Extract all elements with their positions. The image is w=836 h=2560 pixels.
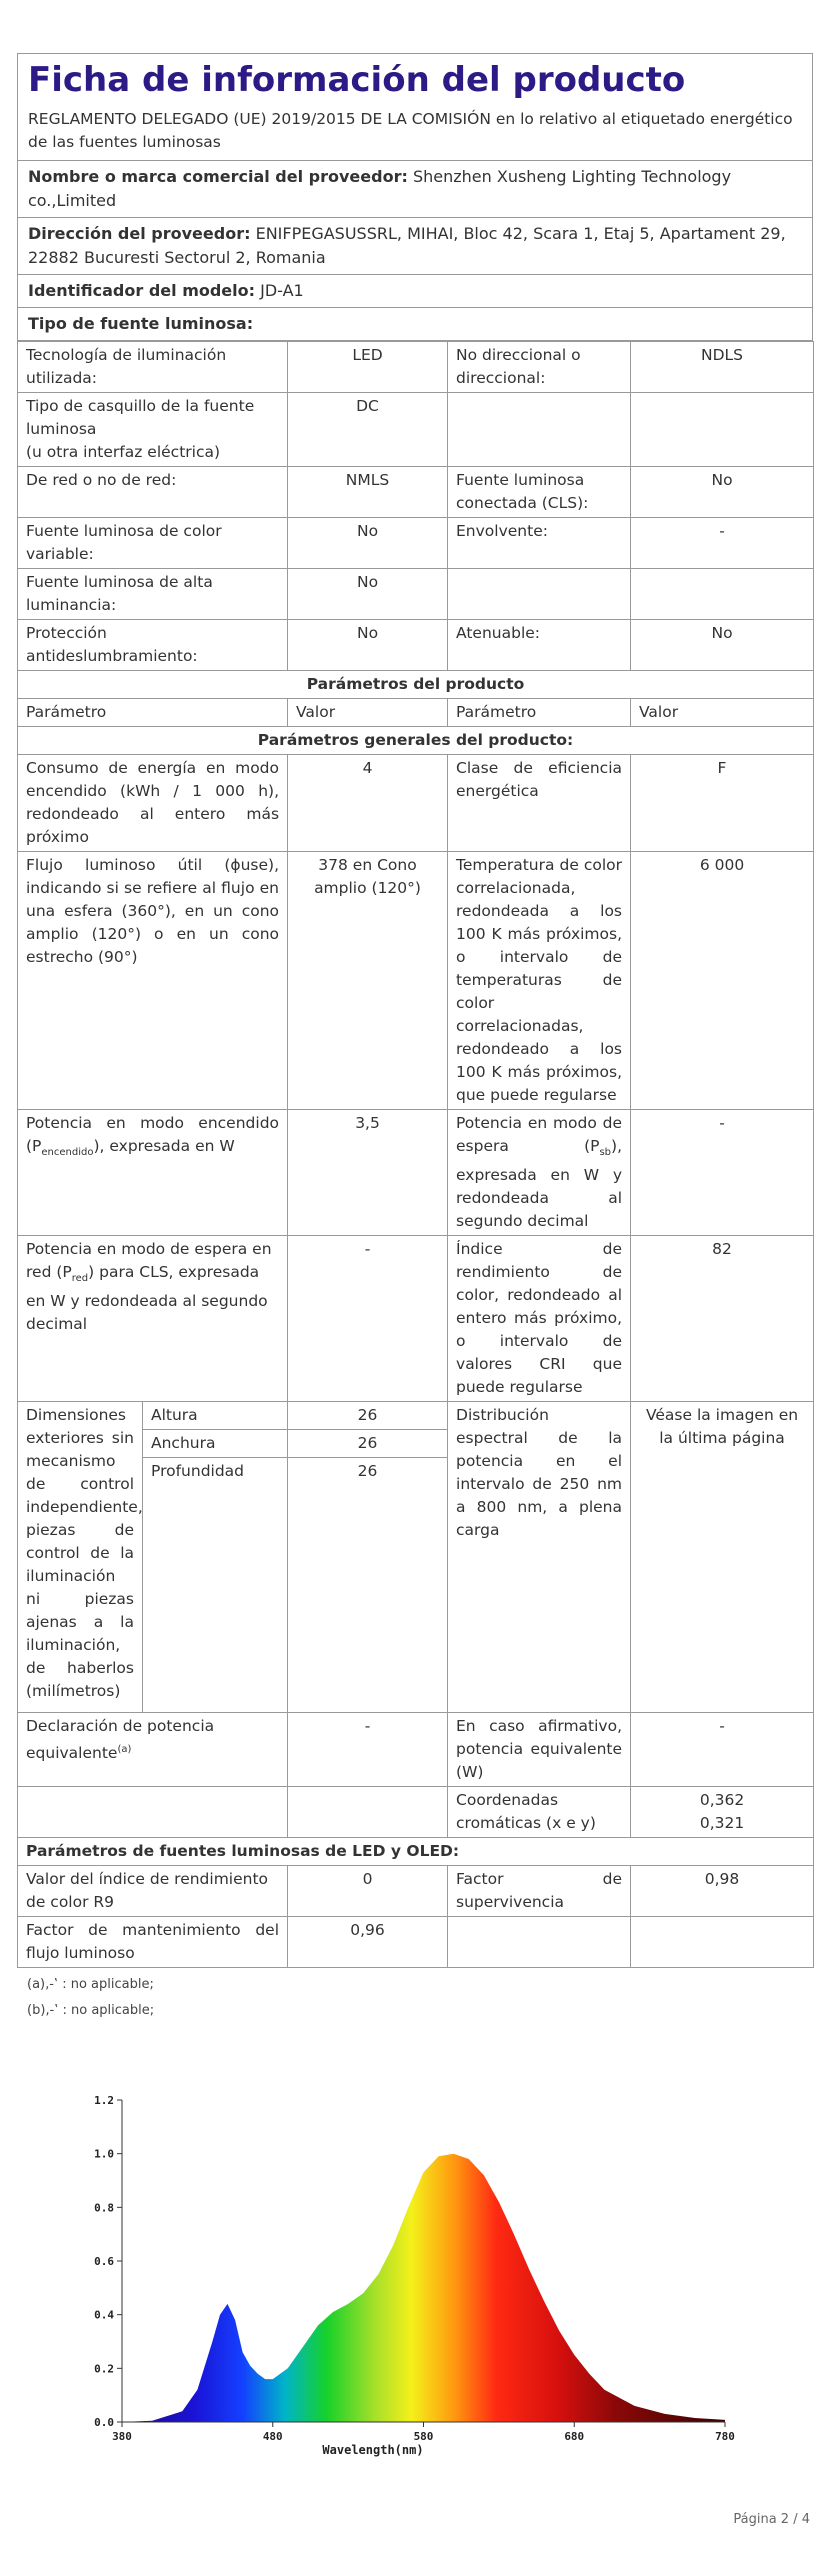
cri-value: 82 xyxy=(631,1236,814,1402)
r9-label: Valor del índice de rendimiento de color R9 xyxy=(18,1866,288,1917)
spd-value: Véase la imagen en la última página xyxy=(631,1402,814,1713)
network-standby-label xyxy=(18,1236,288,1402)
column-header: Valor xyxy=(288,699,448,727)
type-label: Protección antideslumbramiento: xyxy=(18,620,288,671)
type-value: - xyxy=(631,518,814,569)
type-label: Fuente luminosa conectada (CLS): xyxy=(448,467,631,518)
cri-label: Índice de rendimiento de color, redondeado al entero más próximo, o intervalo de valores CRI que puede regularse xyxy=(448,1236,631,1402)
type-label: Tecnología de iluminación utilizada: xyxy=(18,342,288,393)
model-identifier: JD-A1 xyxy=(260,281,304,300)
type-label: Envolvente: xyxy=(448,518,631,569)
general-params-header xyxy=(18,727,814,755)
chromaticity-value xyxy=(631,1787,814,1838)
type-value: No xyxy=(631,620,814,671)
type-value: NDLS xyxy=(631,342,814,393)
maintenance-label: Factor de mantenimiento del flujo luminoso xyxy=(18,1917,288,1968)
light-type-row xyxy=(17,308,813,341)
dims-row-height xyxy=(18,1402,814,1430)
plot-area xyxy=(94,2094,735,2443)
equivalent-power-w-label: En caso afirmativo, potencia equivalente (W) xyxy=(448,1713,631,1787)
type-value: DC xyxy=(288,393,448,467)
product-params-header xyxy=(18,671,814,699)
type-label xyxy=(448,569,631,620)
model-row xyxy=(17,275,813,308)
title-box xyxy=(17,53,813,161)
section-title: Parámetros de fuentes luminosas de LED y OLED: xyxy=(18,1838,814,1866)
eff-class-value: F xyxy=(631,755,814,852)
power-on-label-b: ), expresada en W xyxy=(93,1137,235,1155)
r9-row xyxy=(18,1866,814,1917)
x-tick-label: 680 xyxy=(564,2430,585,2443)
y-tick-label: 0.0 xyxy=(94,2416,114,2429)
y-tick-label: 0.6 xyxy=(94,2255,114,2268)
empty-cell xyxy=(288,1787,448,1838)
regulation-text: REGLAMENTO DELEGADO (UE) 2019/2015 DE LA COMISIÓN en lo relativo al etiquetado energético de las fuentes luminosas xyxy=(28,110,793,151)
y-tick-label: 1.0 xyxy=(94,2147,114,2161)
standby-sub: sb xyxy=(599,1147,612,1159)
type-row-colour xyxy=(18,518,814,569)
type-value: No xyxy=(288,518,448,569)
type-value xyxy=(631,569,814,620)
y-tick-label: 1.2 xyxy=(94,2094,114,2107)
type-label: Atenuable: xyxy=(448,620,631,671)
survival-value: 0,98 xyxy=(631,1866,814,1917)
type-label: De red o no de red: xyxy=(18,467,288,518)
equivalent-power-label xyxy=(18,1713,288,1787)
type-label: Fuente luminosa de color variable: xyxy=(18,518,288,569)
empty-cell xyxy=(631,1917,814,1968)
led-section-header xyxy=(18,1838,814,1866)
type-value: LED xyxy=(288,342,448,393)
chromaticity-y: 0,321 xyxy=(699,1814,745,1833)
standby-label-b: ), expresada en W y redondeada al segundo decimal xyxy=(456,1137,623,1231)
section-title: Parámetros generales del producto: xyxy=(18,727,814,755)
supplier-address: ENIFPEGASUSSRL, MIHAI, Bloc 42, Scara 1, Etaj 5, Apartament 29, 22882 Bucuresti Sectorul 2, Romania xyxy=(28,224,786,267)
standby-label-a: Potencia en modo de espera (P xyxy=(456,1114,623,1155)
eff-class-label: Clase de eficiencia energética xyxy=(448,755,631,852)
x-tick-label: 380 xyxy=(112,2430,132,2443)
maintenance-row xyxy=(18,1917,814,1968)
column-header: Parámetro xyxy=(18,699,288,727)
x-tick-label: 580 xyxy=(413,2430,434,2443)
product-info-sheet xyxy=(17,53,813,2024)
cap-label: Tipo de casquillo de la fuente luminosa xyxy=(26,397,255,438)
x-tick-label: 780 xyxy=(715,2430,735,2443)
standby-label xyxy=(448,1110,631,1236)
model-label: Identificador del modelo: xyxy=(28,281,256,300)
type-label xyxy=(18,393,288,467)
cap-label-2: (u otra interfaz eléctrica) xyxy=(26,443,221,461)
type-label xyxy=(448,393,631,467)
type-row-glare xyxy=(18,620,814,671)
type-value xyxy=(631,393,814,467)
equivalent-power-text: Declaración de potencia equivalente xyxy=(26,1717,215,1763)
y-tick-label: 0.2 xyxy=(94,2362,114,2376)
supplier-name: Shenzhen Xusheng Lighting Technology co.,Limited xyxy=(28,167,732,210)
dim-value: 26 xyxy=(288,1430,448,1458)
equivalent-power-value: - xyxy=(288,1713,448,1787)
r9-value: 0 xyxy=(288,1866,448,1917)
y-tick-label: 0.8 xyxy=(94,2201,114,2215)
type-row-luminance xyxy=(18,569,814,620)
light-type-label: Tipo de fuente luminosa: xyxy=(28,314,254,333)
equivalent-power-sup: (a) xyxy=(117,1744,132,1756)
chromaticity-label: Coordenadas cromáticas (x e y) xyxy=(448,1787,631,1838)
maintenance-value: 0,96 xyxy=(288,1917,448,1968)
type-row-mains xyxy=(18,467,814,518)
power-row xyxy=(18,1110,814,1236)
empty-cell xyxy=(448,1917,631,1968)
standby-value: - xyxy=(631,1110,814,1236)
energy-label: Consumo de energía en modo encendido (kWh / 1 000 h), redondeado al entero más próximo xyxy=(18,755,288,852)
spectrum-svg xyxy=(70,2080,740,2470)
x-tick-label: 480 xyxy=(262,2430,283,2443)
empty-cell xyxy=(18,1787,288,1838)
supplier-name-label: Nombre o marca comercial del proveedor: xyxy=(28,167,408,186)
footnote-a: (a)‚-‛ : no aplicable; xyxy=(27,1977,154,1993)
type-value: NMLS xyxy=(288,467,448,518)
type-row-technology xyxy=(18,342,814,393)
flux-value: 378 en Cono amplio (120°) xyxy=(288,852,448,1110)
dim-value: 26 xyxy=(288,1458,448,1713)
survival-label: Factor de supervivencia xyxy=(448,1866,631,1917)
power-on-value: 3,5 xyxy=(288,1110,448,1236)
dimensions-label: Dimensiones exteriores sin mecanismo de control independiente, piezas de control de la iluminación ni piezas ajenas a la iluminación, de haberlos (milímetros) xyxy=(18,1402,143,1713)
type-label: Fuente luminosa de alta luminancia: xyxy=(18,569,288,620)
network-standby-sub: red xyxy=(71,1273,89,1285)
chromaticity-row xyxy=(18,1787,814,1838)
spectrum-chart xyxy=(70,2080,740,2470)
energy-value: 4 xyxy=(288,755,448,852)
dim-name: Anchura xyxy=(143,1430,288,1458)
page-number: Página 2 / 4 xyxy=(733,2512,810,2527)
type-value: No xyxy=(288,620,448,671)
power-on-label-a: Potencia en modo encendido (P xyxy=(26,1114,280,1155)
type-value: No xyxy=(288,569,448,620)
supplier-address-label: Dirección del proveedor: xyxy=(28,224,251,243)
type-label: No direccional o direccional: xyxy=(448,342,631,393)
dim-name: Altura xyxy=(143,1402,288,1430)
supplier-address-row xyxy=(17,218,813,275)
page-title: Ficha de información del producto xyxy=(28,60,686,100)
y-tick-label: 0.4 xyxy=(94,2308,114,2322)
column-header: Parámetro xyxy=(448,699,631,727)
column-header: Valor xyxy=(631,699,814,727)
power-on-label xyxy=(18,1110,288,1236)
footnote-b: (b)‚-‛ : no aplicable; xyxy=(27,2003,155,2019)
type-row-cap xyxy=(18,393,814,467)
cct-label: Temperatura de color correlacionada, redondeada a los 100 K más próximos, o intervalo de temperaturas de color correlacionadas, redondeado a los 100 K más próximos, que puede regularse xyxy=(448,852,631,1110)
power-on-sub: encendido xyxy=(41,1147,94,1159)
section-title: Parámetros del producto xyxy=(18,671,814,699)
network-standby-row xyxy=(18,1236,814,1402)
energy-row xyxy=(18,755,814,852)
equivalent-power-row xyxy=(18,1713,814,1787)
network-standby-label-b: ) para CLS, expresada en W y redondeada al segundo decimal xyxy=(26,1263,268,1334)
spd-label: Distribución espectral de la potencia en el intervalo de 250 nm a 800 nm, a plena carga xyxy=(448,1402,631,1713)
equivalent-power-w-value: - xyxy=(631,1713,814,1787)
network-standby-label-a: Potencia en modo de espera en red (P xyxy=(26,1240,272,1282)
spectrum-area xyxy=(122,2154,725,2422)
x-axis-label: Wavelength(nm) xyxy=(322,2443,424,2457)
flux-row xyxy=(18,852,814,1110)
network-standby-value: - xyxy=(288,1236,448,1402)
params-table xyxy=(17,341,814,1968)
type-value: No xyxy=(631,467,814,518)
cct-value: 6 000 xyxy=(631,852,814,1110)
dim-name: Profundidad xyxy=(143,1458,288,1713)
column-header-row xyxy=(18,699,814,727)
supplier-name-row xyxy=(17,161,813,218)
dim-value: 26 xyxy=(288,1402,448,1430)
chromaticity-x: 0,362 xyxy=(699,1791,745,1810)
flux-label: Flujo luminoso útil (ϕuse), indicando si se refiere al flujo en una esfera (360°), en un cono amplio (120°) o en un cono estrecho (90°) xyxy=(18,852,288,1110)
